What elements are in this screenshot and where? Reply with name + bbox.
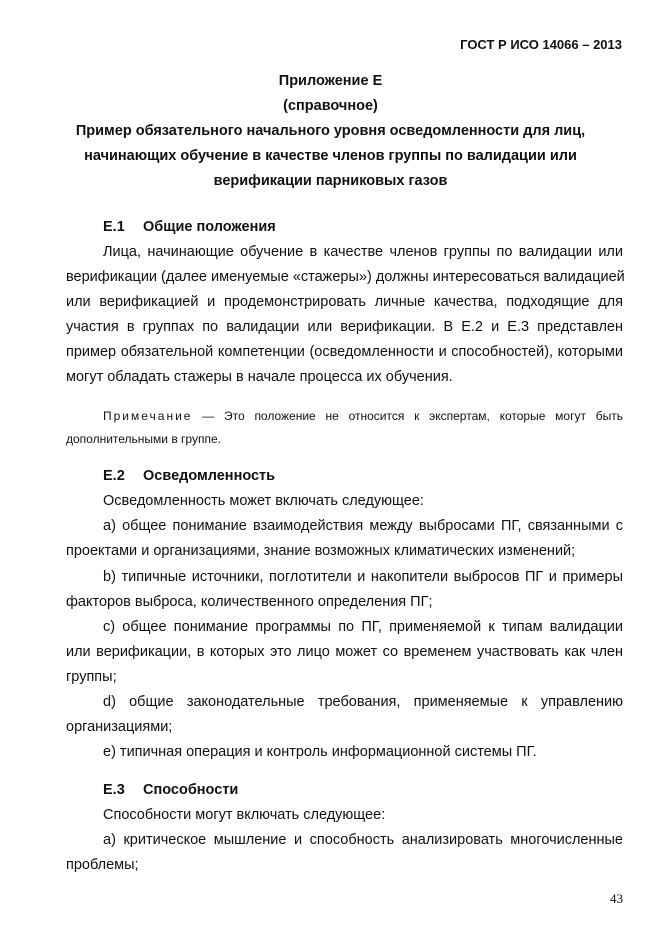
section-title: Способности [143,782,239,798]
list-item-c: c) общее понимание программы по ПГ, применяемой к типам валидации [103,619,623,635]
section-heading-e2 [103,468,275,484]
note-label: Примечание [103,409,193,423]
section-heading-e1 [103,219,276,235]
annex-type: (справочное) [283,98,378,114]
note-line: дополнительными в группе. [66,432,221,446]
section-number: Е.2 [103,468,125,484]
list-item-a-cont: проблемы; [66,857,139,873]
list-item-c-cont: группы; [66,669,117,685]
paragraph-line: Способности могут включать следующее: [103,807,386,823]
paragraph-line: пример обязательной компетенции (осведомленности и способностей), которыми [66,344,623,360]
paragraph-line: или верификацией и продемонстрировать личные качества, подходящие для [66,294,623,310]
section-number: Е.3 [103,782,125,798]
paragraph-line: Лица, начинающие обучение в качестве членов группы по валидации или [103,244,623,260]
note-line [103,409,623,423]
section-title: Общие положения [143,219,276,235]
section-number: Е.1 [103,219,125,235]
list-item-e: e) типичная операция и контроль информационной системы ПГ. [103,744,537,760]
annex-title: Приложение Е [278,73,383,89]
section-heading-e3 [103,782,238,798]
page-number: 43 [610,891,623,906]
list-item-c-cont: или верификации, в которых это лицо может со временем участвовать как член [66,644,623,660]
paragraph-line: могут обладать стажеры в начале процесса их обучения. [66,369,453,385]
list-item-a: а) критическое мышление и способность анализировать многочисленные [103,832,623,848]
list-item-a: а) общее понимание взаимодействия между выбросами ПГ, связанными с [103,518,623,534]
annex-heading-line: Пример обязательного начального уровня осведомленности для лиц, [75,123,586,139]
paragraph-line: верификации (далее именуемые «стажеры») должны интересоваться валидацией [66,269,625,285]
document-header: ГОСТ Р ИСО 14066 – 2013 [460,37,622,52]
section-title: Осведомленность [143,468,276,484]
paragraph-line: участия в группах по валидации или верификации. В Е.2 и Е.3 представлен [66,319,623,335]
annex-heading-line: начинающих обучение в качестве членов группы по валидации или [84,148,577,164]
list-item-b: b) типичные источники, поглотители и накопители выбросов ПГ и примеры [103,569,623,585]
list-item-d-cont: организациями; [66,719,173,735]
list-item-b-cont: факторов выброса, количественного определения ПГ; [66,594,433,610]
note-text: — Это положение не относится к экспертам, которые могут быть [192,409,623,423]
annex-heading-line: верификации парниковых газов [213,173,448,189]
paragraph-line: Осведомленность может включать следующее: [103,493,424,509]
list-item-d: d) общие законодательные требования, применяемые к управлению [103,694,623,710]
list-item-a-cont: проектами и организациями, знание возможных климатических изменений; [66,543,576,559]
